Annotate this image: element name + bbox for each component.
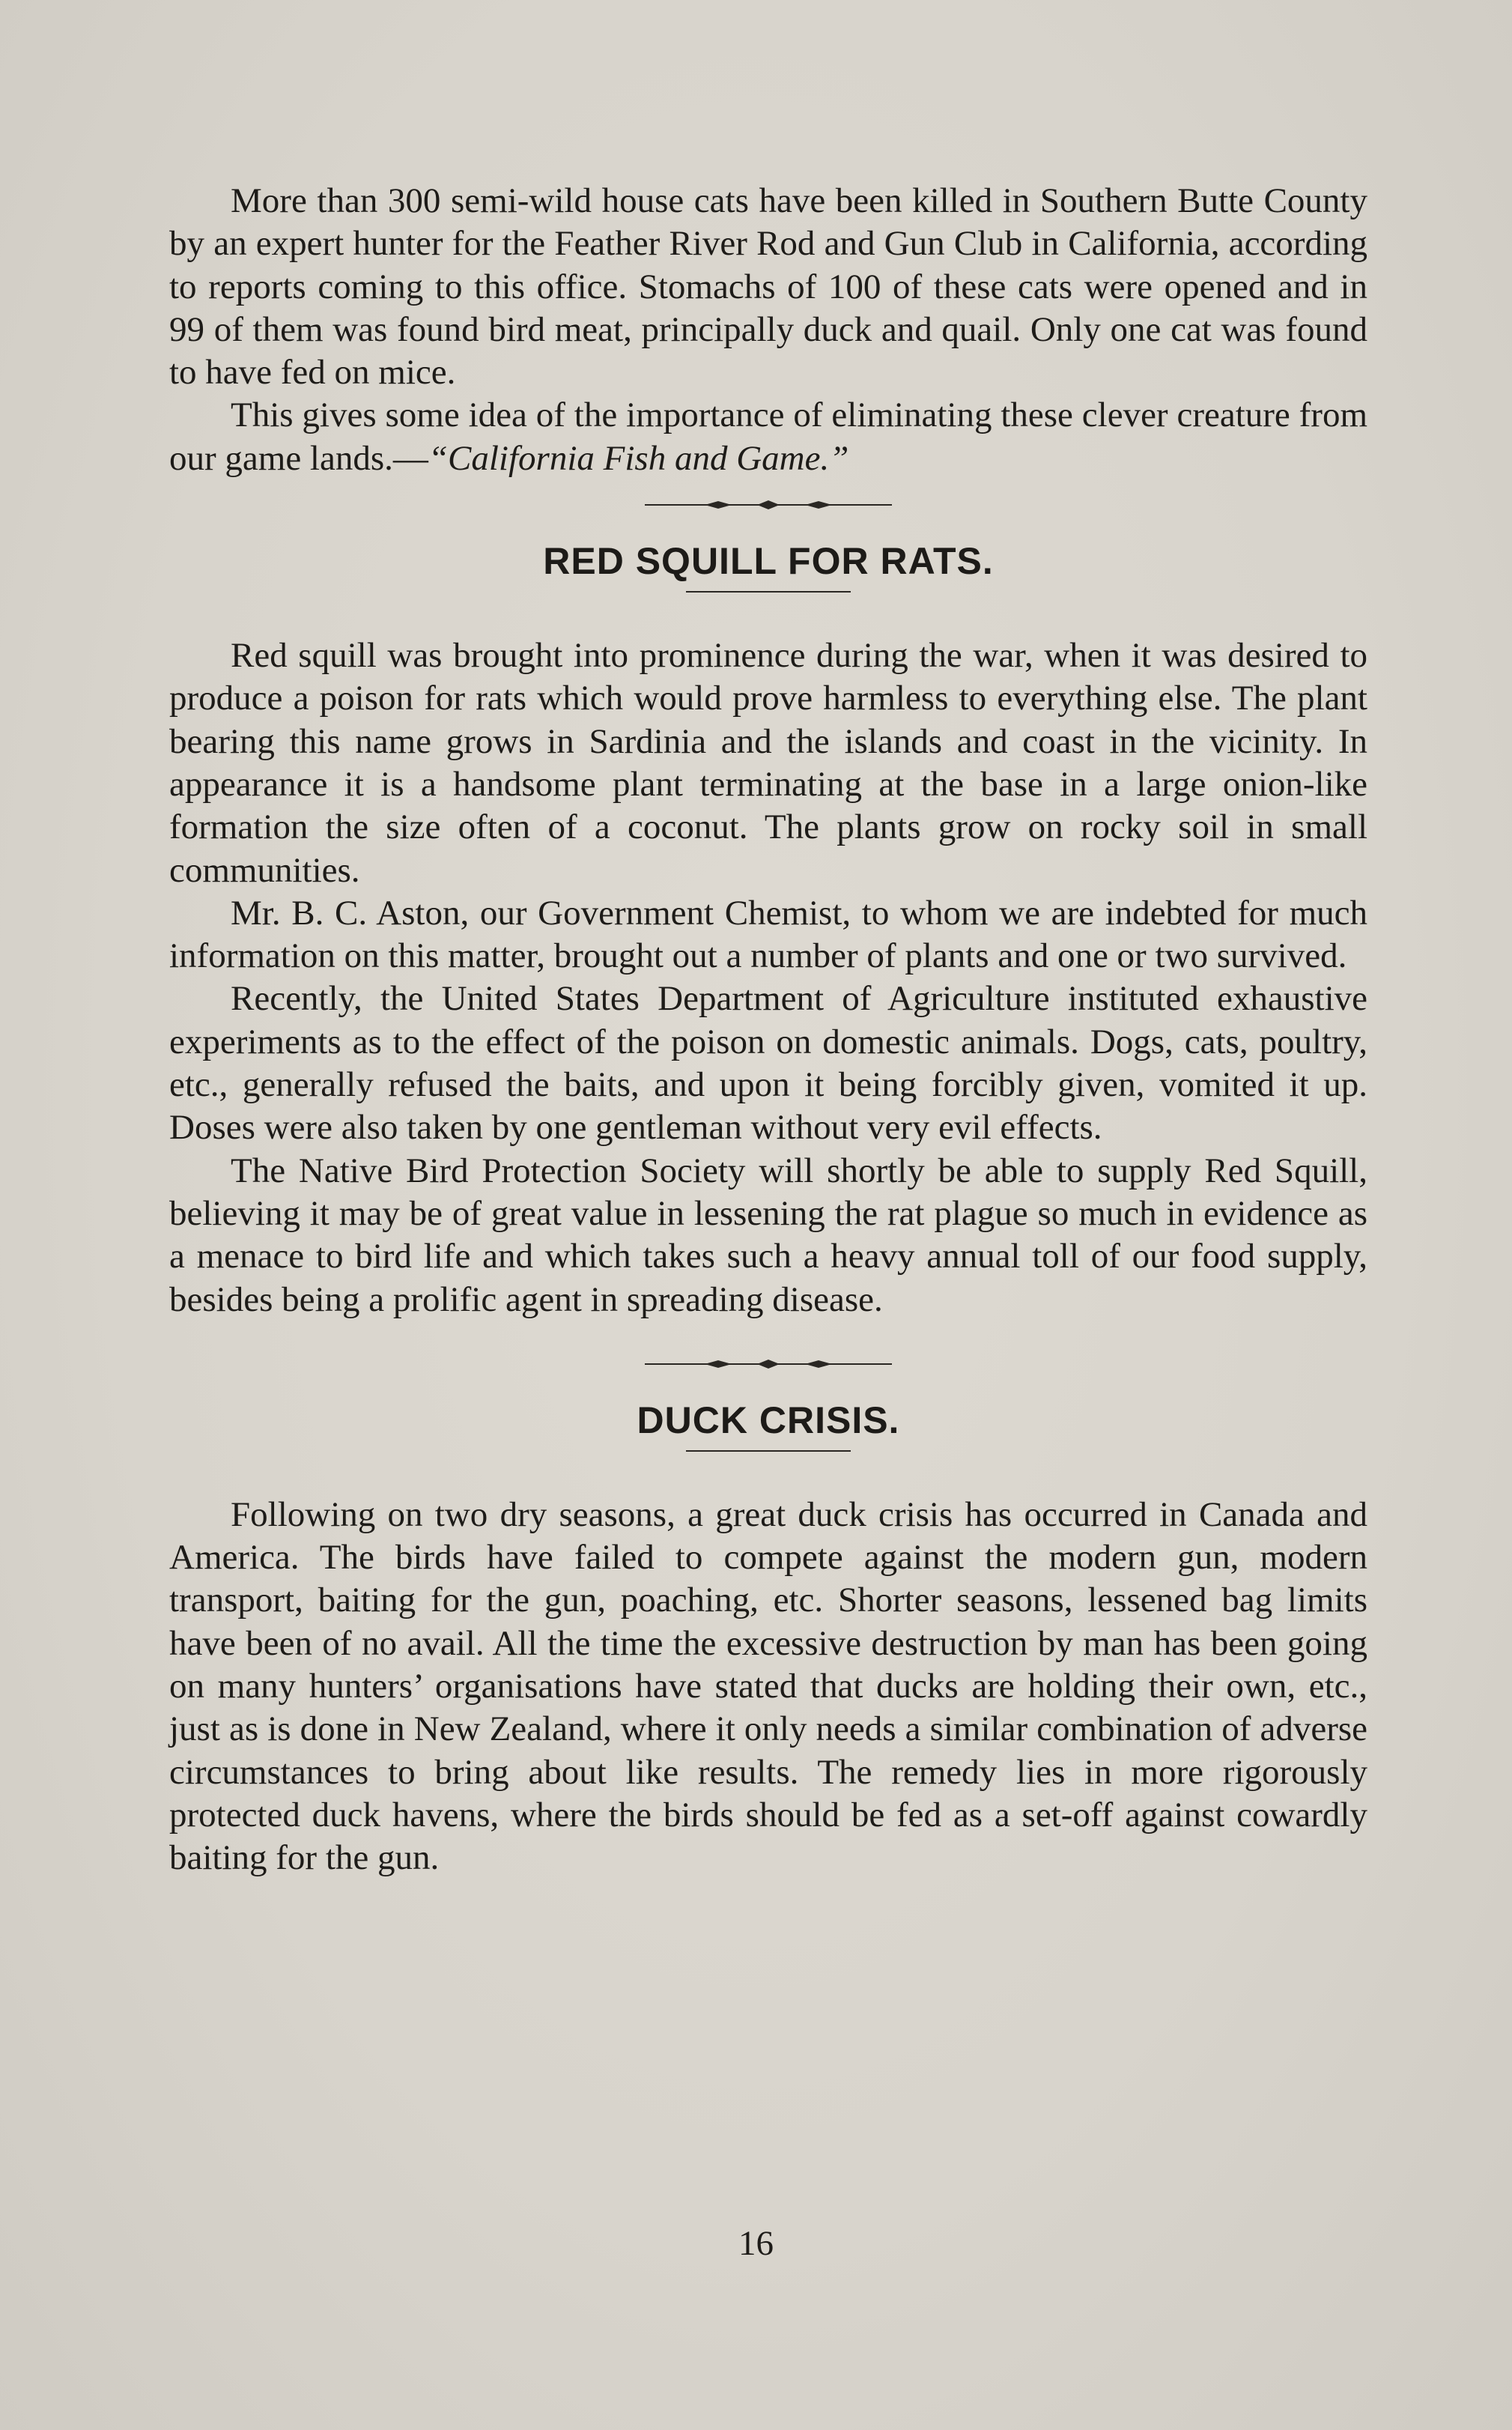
page-number: 16 xyxy=(738,2224,774,2263)
heading-underline xyxy=(686,1450,851,1452)
heading-underline xyxy=(686,591,851,593)
ornament-divider-icon xyxy=(645,1354,892,1374)
ornament-divider-icon xyxy=(645,495,892,515)
paragraph-importance xyxy=(169,394,1367,480)
page-content xyxy=(169,180,1367,1880)
paragraph-society: The Native Bird Protection Society will shortly be able to supply Red Squill, believing it may be of great value in lessening the rat plague so much in evidence as a menace to bird life and which takes such a heavy annual toll of our food supply, besides being a prolific agent in spreading disease. xyxy=(169,1151,1367,1319)
heading-red-squill: RED SQUILL FOR RATS. xyxy=(543,540,994,583)
paragraph-aston: Mr. B. C. Aston, our Government Chemist, to whom we are indebted for much information on this matter, brought out a number of plants and one or two survived. xyxy=(169,893,1367,976)
paragraph-duck-crisis: Following on two dry seasons, a great duck crisis has occurred in Canada and America. The birds have failed to compete against the modern gun, modern transport, baiting for the gun, poaching, etc. Shorter seasons, lessened bag limits have been of no avail. All the time the excessive destruction by man has been going on many hunters’ organisations have stated that ducks are holding their own, etc., just as is done in New Zealand, where it only needs a similar combination of adverse circumstances to bring about like results. The remedy lies in more rigorously protected duck havens, where the birds should be fed as a set-off against cowardly baiting for the gun. xyxy=(169,1494,1367,1878)
paragraph-importance-text: This gives some idea of the importance of eliminating these clever creature from our game lands.— xyxy=(169,396,1367,478)
paragraph-cats: More than 300 semi-wild house cats have been killed in Southern Butte County by an expert hunter for the Feather River Rod and Gun Club in California, according to reports coming to this office. Stomachs of 100 of these cats were opened and in 99 of them was found bird meat, principally duck and quail. Only one cat was found to have fed on mice. xyxy=(169,181,1367,393)
paragraph-usda: Recently, the United States Department of Agriculture instituted exhaustive experiments as to the effect of the poison on domestic animals. Dogs, cats, poultry, etc., generally refused the baits, and upon it being forcibly given, vomited it up. Doses were also taken by one gentleman without very evil effects. xyxy=(169,979,1367,1148)
paragraph-red-squill-intro: Red squill was brought into prominence during the war, when it was desired to produce a poison for rats which would prove harmless to everything else. The plant bearing this name grows in Sardinia and the islands and coast in the vicinity. In appearance it is a handsome plant terminating at the base in a large onion-like formation the size often of a coconut. The plants grow on rocky soil in small communities. xyxy=(169,636,1367,890)
heading-duck-crisis: DUCK CRISIS. xyxy=(637,1399,900,1441)
citation-california-fish-game: “California Fish and Game.” xyxy=(428,438,849,478)
